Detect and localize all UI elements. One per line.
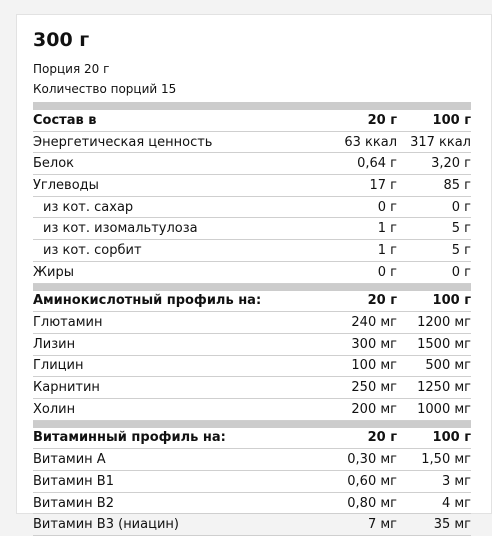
nutrient-name: из кот. сахар: [33, 196, 333, 218]
amino-header-col2: 100 г: [397, 291, 471, 312]
portion-size: Порция 20 г: [33, 62, 110, 76]
section-separator: [33, 283, 471, 291]
value-per-portion: 300 мг: [333, 333, 397, 355]
value-per-portion: 240 мг: [333, 312, 397, 334]
value-per-100g: 1250 мг: [397, 377, 471, 399]
value-per-100g: 317 ккал: [397, 131, 471, 153]
nutrient-name: Белок: [33, 153, 333, 175]
value-per-portion: 200 мг: [333, 398, 397, 420]
value-per-portion: 0 г: [333, 261, 397, 283]
table-row: [33, 196, 471, 218]
value-per-100g: 1200 мг: [397, 312, 471, 334]
nutrition-label: [33, 27, 471, 536]
value-per-portion: 0,64 г: [333, 153, 397, 175]
nutrient-name: Карнитин: [33, 377, 333, 399]
nutrient-name: Витамин A: [33, 449, 333, 471]
vitamins-header-col2: 100 г: [397, 428, 471, 449]
value-per-100g: 4 мг: [397, 492, 471, 514]
nutrient-name: Глицин: [33, 355, 333, 377]
value-per-portion: 17 г: [333, 175, 397, 197]
composition-header-col2: 100 г: [397, 110, 471, 131]
nutrient-name: Витамин B2: [33, 492, 333, 514]
nutrient-name: Углеводы: [33, 175, 333, 197]
composition-header-label: Состав в: [33, 110, 333, 131]
value-per-100g: 85 г: [397, 175, 471, 197]
composition-header-col1: 20 г: [333, 110, 397, 131]
vitamins-header-label: Витаминный профиль на:: [33, 428, 333, 449]
value-per-portion: 0,60 мг: [333, 471, 397, 493]
value-per-portion: 1 г: [333, 218, 397, 240]
value-per-portion: 0,80 мг: [333, 492, 397, 514]
value-per-portion: 250 мг: [333, 377, 397, 399]
value-per-portion: 0 г: [333, 196, 397, 218]
value-per-portion: 0,30 мг: [333, 449, 397, 471]
table-row: [33, 261, 471, 283]
package-weight-title: 300 г: [33, 29, 90, 51]
thick-separator: [33, 102, 471, 110]
composition-header-row: [33, 110, 471, 131]
value-per-100g: 1500 мг: [397, 333, 471, 355]
nutrient-name: Лизин: [33, 333, 333, 355]
table-row: [33, 218, 471, 240]
table-row: [33, 471, 471, 493]
nutrient-name: из кот. сорбит: [33, 240, 333, 262]
nutrient-name: Витамин B1: [33, 471, 333, 493]
table-row: [33, 377, 471, 399]
nutrient-name: Холин: [33, 398, 333, 420]
amino-header-col1: 20 г: [333, 291, 397, 312]
table-row: [33, 449, 471, 471]
nutrient-name: Энергетическая ценность: [33, 131, 333, 153]
value-per-100g: 0 г: [397, 196, 471, 218]
vitamins-header-col1: 20 г: [333, 428, 397, 449]
value-per-100g: 500 мг: [397, 355, 471, 377]
value-per-100g: 5 г: [397, 218, 471, 240]
value-per-portion: 1 г: [333, 240, 397, 262]
nutrient-name: Глютамин: [33, 312, 333, 334]
value-per-100g: 1000 мг: [397, 398, 471, 420]
vitamins-header-row: [33, 428, 471, 449]
table-row: [33, 240, 471, 262]
nutrient-name: из кот. изомальтулоза: [33, 218, 333, 240]
amino-header-label: Аминокислотный профиль на:: [33, 291, 333, 312]
value-per-portion: 7 мг: [333, 514, 397, 536]
table-row: [33, 153, 471, 175]
table-row: [33, 333, 471, 355]
table-row: [33, 514, 471, 536]
table-row: [33, 355, 471, 377]
value-per-100g: 3,20 г: [397, 153, 471, 175]
value-per-portion: 63 ккал: [333, 131, 397, 153]
nutrient-name: Жиры: [33, 261, 333, 283]
section-separator: [33, 420, 471, 428]
table-row: [33, 398, 471, 420]
servings-count: Количество порций 15: [33, 82, 177, 96]
table-row: [33, 312, 471, 334]
value-per-100g: 1,50 мг: [397, 449, 471, 471]
value-per-100g: 35 мг: [397, 514, 471, 536]
value-per-portion: 100 мг: [333, 355, 397, 377]
amino-header-row: [33, 291, 471, 312]
table-row: [33, 131, 471, 153]
nutrient-name: Витамин B3 (ниацин): [33, 514, 333, 536]
table-row: [33, 492, 471, 514]
table-row: [33, 175, 471, 197]
nutrition-table: [33, 110, 471, 536]
value-per-100g: 5 г: [397, 240, 471, 262]
value-per-100g: 3 мг: [397, 471, 471, 493]
value-per-100g: 0 г: [397, 261, 471, 283]
